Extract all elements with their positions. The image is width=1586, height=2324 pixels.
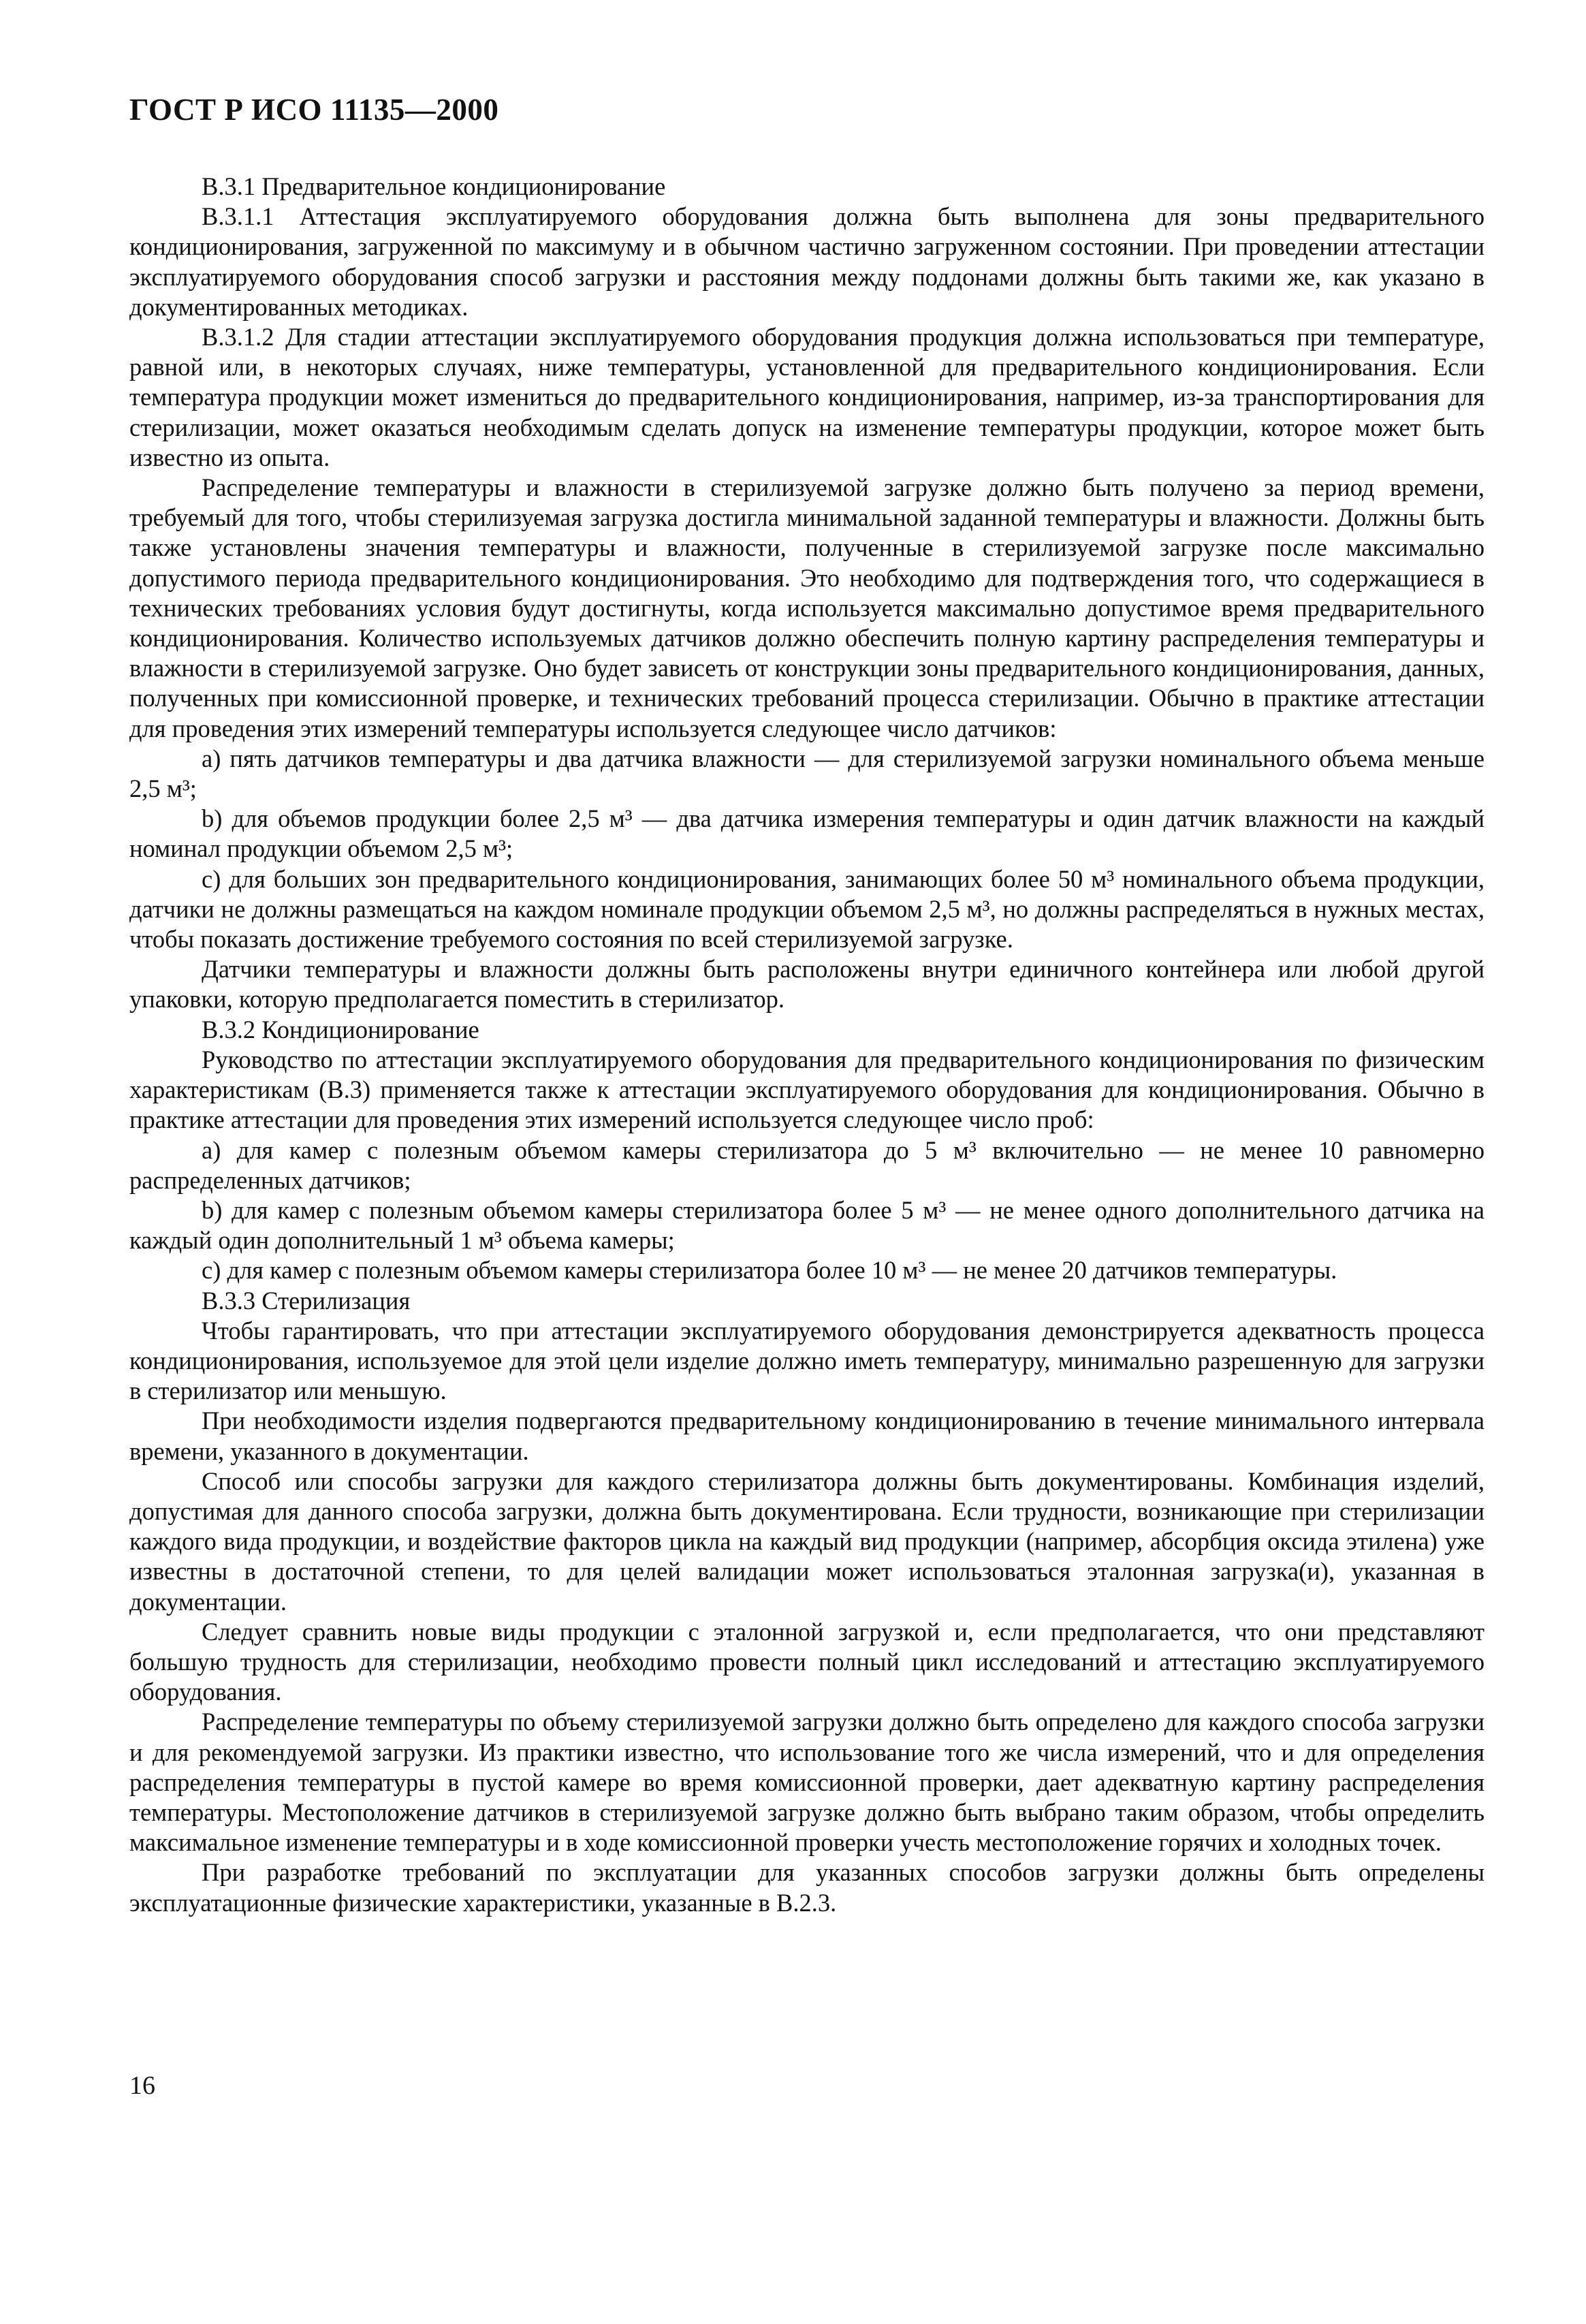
paragraph-requirements: При разработке требований по эксплуатации для указанных способов загрузки должны быть определены эксплуатационные физические характеристики, указанные в В.2.3. <box>129 1858 1485 1917</box>
section-heading-b-3-1: В.3.1 Предварительное кондиционирование <box>202 172 666 200</box>
document-header: ГОСТ Р ИСО 11135—2000 <box>129 93 499 127</box>
paragraph-conditioning-guide: Руководство по аттестации эксплуатируемого оборудования для предварительного кондиционирования по физическим характеристикам (В.3) применяется также к аттестации эксплуатируемого оборудования для кондиционирования. Обычно в практике аттестации для проведения этих измерений используется следующее число проб: <box>129 1045 1485 1134</box>
paragraph-preconditioning: При необходимости изделия подвергаются предварительному кондиционированию в течение минимального интервала времени, указанного в документации. <box>129 1407 1485 1465</box>
list-item-b-chambers: b) для камер с полезным объемом камеры стерилизатора более 5 м³ — не менее одного дополнительного датчика на каждый один дополнительный 1 м³ объема камеры; <box>129 1195 1485 1255</box>
section-heading-b-3-3: В.3.3 Стерилизация <box>202 1286 411 1315</box>
paragraph-sensors-placement: Датчики температуры и влажности должны быть расположены внутри единичного контейнера или любой другой упаковки, которую предполагается поместить в стерилизатор. <box>129 955 1485 1014</box>
body-text <box>129 172 1485 1918</box>
paragraph-temperature-distribution: Распределение температуры по объему стерилизуемой загрузки должно быть определено для каждого способа загрузки и для рекомендуемой загрузки. Из практики известно, что использование того же числа измерений, что и для определения распределения температуры в пустой камере во время комиссионной проверки, дает адекватную картину распределения температуры. Местоположение датчиков в стерилизуемой загрузке должно быть выбрано таким образом, чтобы определить максимальное изменение температуры и в ходе комиссионной проверки учесть местоположение горячих и холодных точек. <box>129 1708 1485 1857</box>
list-item-a-chambers: а) для камер с полезным объемом камеры стерилизатора до 5 м³ включительно — не менее 10 равномерно распределенных датчиков; <box>129 1135 1485 1194</box>
page-number: 16 <box>129 2071 155 2100</box>
paragraph-distribution: Распределение температуры и влажности в стерилизуемой загрузке должно быть получено за период времени, требуемый для того, чтобы стерилизуемая загрузка достигла минимальной заданной температуры и влажности. Должны быть также установлены значения температуры и влажности, полученные в стерилизуемой загрузке после максимально допустимого периода предварительного кондиционирования. Это необходимо для подтверждения того, что содержащиеся в технических требованиях условия будут достигнуты, когда используется максимально допустимое время предварительного кондиционирования. Количество используемых датчиков должно обеспечить полную картину распределения температуры и влажности в стерилизуемой загрузке. Оно будет зависеть от конструкции зоны предварительного кондиционирования, данных, полученных при комиссионной проверке, и технических требований процесса стерилизации. Обычно в практике аттестации для проведения этих измерений температуры используется следующее число датчиков: <box>129 473 1485 742</box>
list-item-c-chambers: с) для камер с полезным объемом камеры стерилизатора более 10 м³ — не менее 20 датчиков температуры. <box>202 1256 1337 1285</box>
section-heading-b-3-2: В.3.2 Кондиционирование <box>202 1015 479 1043</box>
paragraph-loading-methods: Способ или способы загрузки для каждого стерилизатора должны быть документированы. Комбинация изделий, допустимая для данного способа загрузки, должна быть документирована. Если трудности, возникающие при стерилизации каждого вида продукции, и воздействие факторов цикла на каждый вид продукции (например, абсорбция оксида этилена) уже известны в достаточной степени, то для целей валидации может использоваться эталонная загрузка(и), указанная в документации. <box>129 1466 1485 1616</box>
list-item-c: с) для больших зон предварительного кондиционирования, занимающих более 50 м³ номинального объема продукции, датчики не должны размещаться на каждом номинале продукции объемом 2,5 м³, но должны распределяться в нужных местах, чтобы показать достижение требуемого состояния по всей стерилизуемой загрузке. <box>129 864 1485 954</box>
paragraph-guarantee: Чтобы гарантировать, что при аттестации эксплуатируемого оборудования демонстрируется адекватность процесса кондиционирования, используемое для этой цели изделие должно иметь температуру, минимально разрешенную для загрузки в стерилизатор или меньшую. <box>129 1316 1485 1405</box>
list-item-a: а) пять датчиков температуры и два датчика влажности — для стерилизуемой загрузки номинального объема меньше 2,5 м³; <box>129 744 1485 803</box>
paragraph-compare-products: Следует сравнить новые виды продукции с эталонной загрузкой и, если предполагается, что они представляют большую трудность для стерилизации, необходимо провести полный цикл исследований и аттестацию эксплуатируемого оборудования. <box>129 1617 1485 1706</box>
paragraph-b-3-1-1: В.3.1.1 Аттестация эксплуатируемого оборудования должна быть выполнена для зоны предварительного кондиционирования, загруженной по максимуму и в обычном частично загруженном состоянии. При проведении аттестации эксплуатируемого оборудования способ загрузки и расстояния между поддонами должны быть такими же, как указано в документированных методиках. <box>129 202 1485 321</box>
paragraph-b-3-1-2: В.3.1.2 Для стадии аттестации эксплуатируемого оборудования продукция должна использоваться при температуре, равной или, в некоторых случаях, ниже температуры, установленной для предварительного кондиционирования. Если температура продукции может измениться до предварительного кондиционирования, например, из-за транспортирования для стерилизации, может оказаться необходимым сделать допуск на изменение температуры продукции, которое может быть известно из опыта. <box>129 323 1485 471</box>
list-item-b: b) для объемов продукции более 2,5 м³ — два датчика измерения температуры и один датчик влажности на каждый номинал продукции объемом 2,5 м³; <box>129 804 1485 863</box>
